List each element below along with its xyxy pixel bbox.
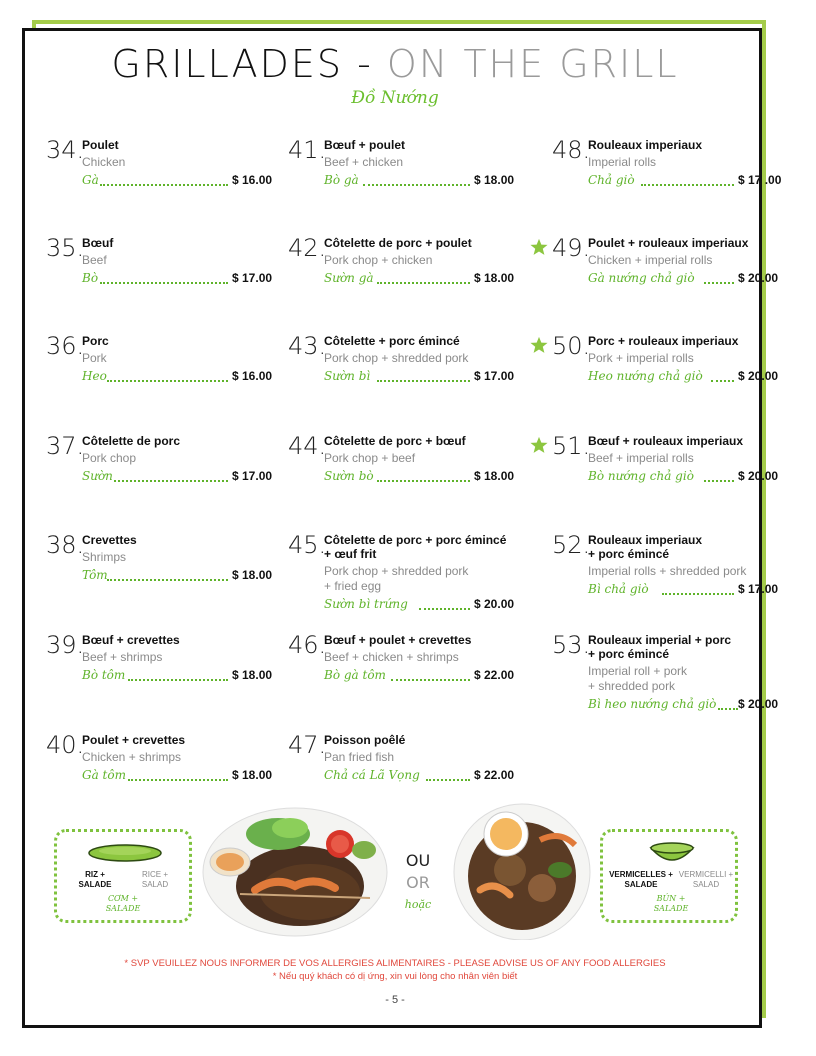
- item-name-en: Pork chop + shredded pork: [324, 564, 469, 578]
- item-name-fr: Rouleaux imperial + porc: [588, 633, 732, 647]
- leader-dots: [377, 480, 470, 482]
- leader-dots: [718, 708, 738, 710]
- item-number: 39.: [46, 631, 85, 659]
- leader-dots: [391, 679, 470, 681]
- item-name-en: Imperial rolls + shredded pork: [588, 564, 747, 578]
- item-price: $ 18.00: [232, 668, 273, 682]
- item-price: $ 18.00: [232, 768, 273, 782]
- item-price: $ 20.00: [474, 597, 515, 611]
- item-number: 50.: [552, 332, 591, 360]
- item-name-en: + shredded pork: [588, 679, 676, 693]
- item-name-fr-line2: + porc émincé: [588, 647, 670, 661]
- page-subtitle: Đồ Nướng: [351, 88, 439, 108]
- item-name-en: + fried egg: [324, 579, 382, 593]
- item-name-en: Pork chop: [82, 451, 137, 465]
- item-name-en: Imperial rolls: [588, 155, 657, 169]
- item-name-en: Shrimps: [82, 550, 127, 564]
- leader-dots: [377, 380, 470, 382]
- item-name-vn: Sườn gà: [324, 271, 374, 285]
- or-en: OR: [406, 873, 430, 892]
- item-number: 44.: [288, 432, 327, 460]
- item-name-vn: Bì chả giò: [588, 582, 649, 596]
- item-number: 40.: [46, 731, 85, 759]
- item-name-en: Beef + imperial rolls: [588, 451, 694, 465]
- item-name-en: Pork chop + beef: [324, 451, 416, 465]
- item-number: 45.: [288, 531, 327, 559]
- item-name-fr: Bœuf: [82, 236, 114, 250]
- item-name-fr: Crevettes: [82, 533, 137, 547]
- item-name-vn: Bò gà tôm: [324, 668, 386, 682]
- leader-dots: [704, 480, 734, 482]
- item-number: 42.: [288, 234, 327, 262]
- item-price: $ 17.00: [232, 469, 273, 483]
- item-number: 34.: [46, 136, 85, 164]
- item-price: $ 18.00: [474, 271, 515, 285]
- item-name-fr: Rouleaux imperiaux: [588, 138, 703, 152]
- item-number: 48.: [552, 136, 591, 164]
- vermicelli-salad-option: [600, 829, 738, 923]
- item-price: $ 18.00: [232, 568, 273, 582]
- item-number: 35.: [46, 234, 85, 262]
- item-name-en: Imperial roll + pork: [588, 664, 688, 678]
- leader-dots: [100, 282, 228, 284]
- item-name-en: Pork chop + shredded pork: [324, 351, 469, 365]
- item-name-vn: Bò nướng chả giò: [588, 469, 694, 483]
- item-number: 51.: [552, 432, 591, 460]
- item-number: 46.: [288, 631, 327, 659]
- page-number: - 5 -: [385, 994, 405, 1006]
- leader-dots: [641, 184, 734, 186]
- item-name-fr: Poisson poêlé: [324, 733, 406, 747]
- item-number: 43.: [288, 332, 327, 360]
- item-name-en: Pan fried fish: [324, 750, 395, 764]
- item-price: $ 20.00: [738, 697, 779, 711]
- item-name-fr: Bœuf + poulet: [324, 138, 405, 152]
- rice-salad-en: RICE + SALAD: [141, 870, 169, 889]
- item-name-en: Beef: [82, 253, 107, 267]
- item-name-vn: Sườn bì: [324, 369, 371, 383]
- leader-dots: [100, 184, 228, 186]
- item-name-en: Pork chop + chicken: [324, 253, 433, 267]
- item-name-vn: Gà tôm: [82, 768, 126, 782]
- item-name-vn: Bò: [82, 271, 99, 285]
- item-number: 41.: [288, 136, 327, 164]
- vermicelli-salad-en: VERMICELLI + SALAD: [678, 870, 734, 889]
- rice-salad-fr: RIZ + SALADE: [78, 870, 112, 889]
- item-number: 53.: [552, 631, 591, 659]
- rice-salad-option: [54, 829, 192, 923]
- item-price: $ 18.00: [474, 173, 515, 187]
- item-price: $ 17 .00: [738, 173, 782, 187]
- item-name-vn: Sườn: [82, 469, 113, 483]
- item-name-fr: Côtelette de porc: [82, 434, 181, 448]
- star-icon: [530, 436, 548, 454]
- item-name-fr: Côtelette de porc + bœuf: [324, 434, 466, 448]
- item-name-vn: Bò tôm: [82, 668, 126, 682]
- item-name-vn: Chả cá Lã Vọng: [324, 768, 420, 782]
- rice-salad-vn: CƠM + SALADE: [105, 894, 141, 913]
- item-name-en: Chicken: [82, 155, 126, 169]
- item-price: $ 17.00: [474, 369, 515, 383]
- item-name-vn: Chả giò: [588, 173, 635, 187]
- leader-dots: [704, 282, 734, 284]
- star-icon: [530, 238, 548, 256]
- item-name-en: Pork + imperial rolls: [588, 351, 694, 365]
- item-name-fr: Porc: [82, 334, 109, 348]
- allergy-notice: [0, 958, 790, 982]
- item-name-fr: Bœuf + poulet + crevettes: [324, 633, 472, 647]
- item-number: 47.: [288, 731, 327, 759]
- item-price: $ 20.00: [738, 271, 779, 285]
- item-name-fr: Côtelette de porc + porc émincé: [324, 533, 507, 547]
- leader-dots: [419, 608, 470, 610]
- allergy-notice-vn: * Nếu quý khách có dị ứng, xin vui lòng cho nhân viên biết: [272, 971, 518, 982]
- item-price: $ 16.00: [232, 173, 273, 187]
- or-separator: [398, 850, 438, 916]
- star-icon: [530, 336, 548, 354]
- grilled-meat-plate-image: [200, 806, 390, 938]
- item-price: $ 20.00: [738, 369, 779, 383]
- item-price: $ 20.00: [738, 469, 779, 483]
- item-name-vn: Bì heo nướng chả giò: [588, 697, 717, 711]
- item-price: $ 17.00: [232, 271, 273, 285]
- item-number: 38.: [46, 531, 85, 559]
- item-name-fr-line2: + œuf frit: [324, 547, 377, 561]
- item-number: 52.: [552, 531, 591, 559]
- item-name-fr: Côtelette + porc émincé: [324, 334, 460, 348]
- item-name-vn: Gà nướng chả giò: [588, 271, 695, 285]
- item-name-en: Beef + chicken: [324, 155, 404, 169]
- item-price: $ 22.00: [474, 668, 515, 682]
- item-price: $ 17.00: [738, 582, 779, 596]
- vermicelli-salad-fr: VERMICELLES + SALADE: [609, 870, 673, 889]
- or-fr: OU: [405, 851, 431, 870]
- item-name-vn: Heo: [82, 369, 107, 383]
- leader-dots: [107, 380, 228, 382]
- item-number: 36.: [46, 332, 85, 360]
- title-accent: ON THE GRILL: [386, 42, 679, 86]
- leader-dots: [114, 480, 228, 482]
- item-name-en: Beef + shrimps: [82, 650, 163, 664]
- item-name-fr: Bœuf + crevettes: [82, 633, 180, 647]
- item-name-en: Pork: [82, 351, 107, 365]
- bowl-icon: [649, 840, 695, 870]
- item-name-fr: Rouleaux imperiaux: [588, 533, 703, 547]
- leader-dots: [711, 380, 734, 382]
- item-name-fr: Porc + rouleaux imperiaux: [588, 334, 739, 348]
- vermicelli-bowl-image: [450, 800, 595, 940]
- item-name-en: Chicken + imperial rolls: [588, 253, 713, 267]
- item-name-vn: Bò gà: [324, 173, 359, 187]
- item-price: $ 16.00: [232, 369, 273, 383]
- leader-dots: [107, 579, 228, 581]
- item-price: $ 22.00: [474, 768, 515, 782]
- allergy-notice-en: * SVP VEUILLEZ NOUS INFORMER DE VOS ALLERGIES ALIMENTAIRES - PLEASE ADVISE US OF ANY FOOD ALLERGIES: [124, 958, 666, 969]
- leader-dots: [377, 282, 470, 284]
- item-name-fr-line2: + porc émincé: [588, 547, 670, 561]
- item-name-fr: Poulet: [82, 138, 119, 152]
- item-number: 49.: [552, 234, 591, 262]
- leader-dots: [128, 679, 228, 681]
- item-name-fr: Côtelette de porc + poulet: [324, 236, 472, 250]
- item-name-fr: Bœuf + rouleaux imperiaux: [588, 434, 744, 448]
- item-name-vn: Sườn bò: [324, 469, 374, 483]
- item-name-en: Beef + chicken + shrimps: [324, 650, 459, 664]
- or-vn: hoặc: [404, 898, 432, 911]
- plate-icon: [87, 842, 163, 864]
- item-name-fr: Poulet + crevettes: [82, 733, 186, 747]
- item-name-vn: Sườn bì trứng: [324, 597, 408, 611]
- item-name-vn: Heo nướng chả giò: [588, 369, 703, 383]
- leader-dots: [128, 779, 228, 781]
- item-name-vn: Gà: [82, 173, 99, 187]
- leader-dots: [426, 779, 470, 781]
- item-name-vn: Tôm: [82, 568, 108, 582]
- leader-dots: [662, 593, 734, 595]
- title-main: GRILLADES -: [111, 42, 387, 86]
- item-name-fr: Poulet + rouleaux imperiaux: [588, 236, 749, 250]
- item-name-en: Chicken + shrimps: [82, 750, 182, 764]
- item-number: 37.: [46, 432, 85, 460]
- item-price: $ 18.00: [474, 469, 515, 483]
- leader-dots: [363, 184, 470, 186]
- page-title: [0, 42, 790, 86]
- vermicelli-salad-vn: BÚN + SALADE: [653, 894, 689, 913]
